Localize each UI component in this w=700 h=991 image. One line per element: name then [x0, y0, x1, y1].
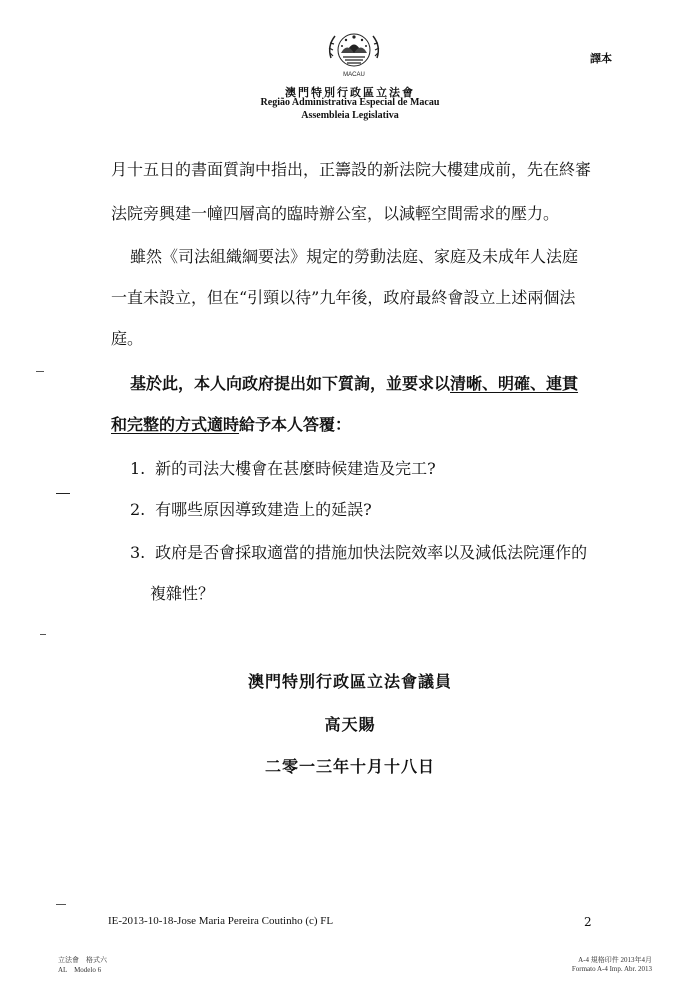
- institution-name-pt-1: Região Administrativa Especial de Macau: [260, 97, 440, 108]
- signature-date: 二零一三年十月十八日: [264, 757, 435, 776]
- margin-mark: [36, 371, 44, 372]
- margin-mark: [56, 493, 70, 494]
- body-line-3: 雖然《司法組織綱要法》規定的勞動法庭、家庭及未成年人法庭: [130, 247, 579, 266]
- body-line-1: 月十五日的書面質詢中指出，正籌設的新法院大樓建成前，先在終審: [111, 160, 592, 179]
- question-text: 有哪些原因導致建造上的延誤?: [155, 500, 372, 519]
- body-line-5: 庭。: [111, 329, 144, 348]
- question-number: 3.: [130, 543, 146, 562]
- body-line-7: [111, 415, 351, 435]
- question-number: 1.: [130, 459, 146, 478]
- signatory-name: 高天賜: [324, 715, 376, 734]
- document-id: IE-2013-10-18-Jose Maria Pereira Coutinho (c) FL: [108, 915, 334, 927]
- institution-name-pt-2: Assembleia Legislativa: [301, 110, 399, 121]
- question-text: 新的司法大樓會在甚麼時候建造及完工?: [155, 459, 436, 478]
- request-underlined-text-2: 和完整的方式適時: [111, 415, 240, 434]
- body-line-6: [130, 374, 578, 394]
- request-underlined-text: 清晰、明確、連貫: [450, 374, 579, 393]
- form-label-pt: AL Modelo 6: [58, 966, 102, 974]
- question-number: 2.: [130, 500, 146, 519]
- institution-name-zh: 澳門特別行政區立法會: [285, 86, 415, 99]
- body-line-2: 法院旁興建一幢四層高的臨時辦公室，以減輕空間需求的壓力。: [111, 204, 560, 223]
- signatory-title: 澳門特別行政區立法會議員: [247, 672, 452, 691]
- question-1: [130, 459, 436, 479]
- margin-mark: [40, 634, 46, 635]
- macau-emblem-icon: [325, 28, 383, 80]
- margin-mark: [56, 904, 66, 905]
- page-number: 2: [584, 915, 592, 929]
- question-3-continuation: 複雜性？: [150, 584, 215, 603]
- print-format-pt: Formato A-4 Imp. Abr. 2013: [571, 965, 652, 973]
- body-line-4: 一直未設立，但在“引頸以待”九年後，政府最終會設立上述兩個法: [111, 288, 576, 307]
- request-text-2: 給予本人答覆：: [239, 415, 352, 434]
- request-text: 基於此，本人向政府提出如下質詢，並要求以: [130, 374, 451, 393]
- form-label-zh: 立法會 格式六: [58, 956, 107, 964]
- print-format-zh: A-4 規格印件 2013年4月: [578, 956, 652, 964]
- question-text: 政府是否會採取適當的措施加快法院效率以及減低法院運作的: [155, 543, 588, 562]
- question-3: [130, 543, 587, 563]
- translation-label: 譯本: [590, 52, 612, 65]
- question-2: [130, 500, 372, 520]
- emblem-caption: MACAU: [343, 72, 365, 78]
